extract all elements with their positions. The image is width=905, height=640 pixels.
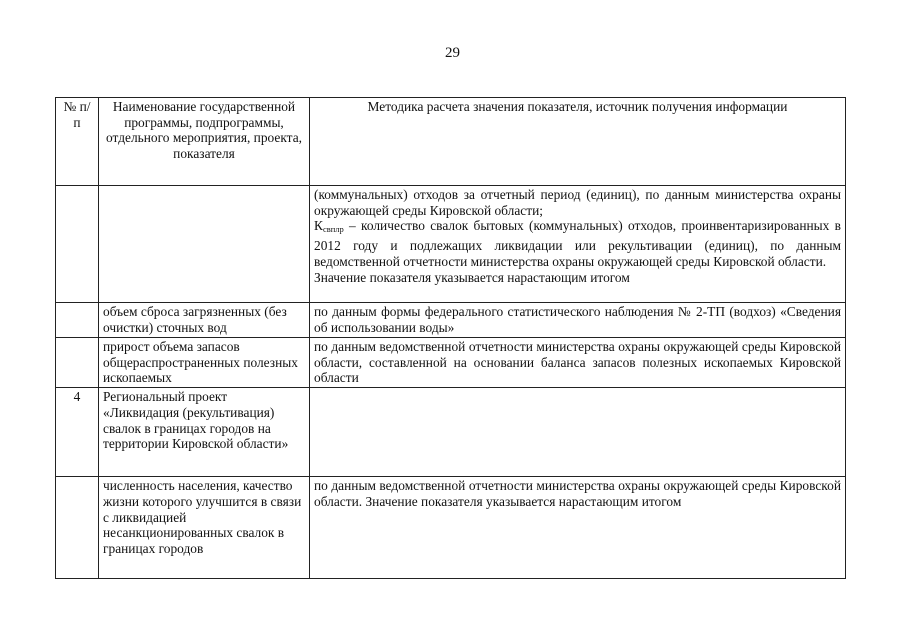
header-name: Наименование государственной программы, подпрограммы, отдельного мероприятия, проекта, показателя [99,98,310,186]
formula-variable: К [314,218,323,234]
indicator-methodology-table [55,97,846,579]
table-header-row [56,98,846,186]
formula-subscript: свплр [322,224,344,235]
method-text: Значение показателя указывается нарастающим итогом [314,269,630,285]
page-number: 29 [445,45,460,61]
row-name: Региональный проект «Ликвидация (рекультивация) свалок в границах городов на территории Кировской области» [99,388,310,477]
row-method: по данным ведомственной отчетности министерства охраны окружающей среды Кировской области, составленной на основании баланса запасов полезных ископаемых Кировской области [310,338,846,388]
row-number [56,186,99,303]
row-number [56,338,99,388]
method-text: (коммунальных) отходов за отчетный период (единиц), по данным министерства охраны окружающей среды Кировской области; [314,187,841,218]
table-row [56,186,846,303]
row-name: численность населения, качество жизни которого улучшится в связи с ликвидацией несанкционированных свалок в границах городов [99,477,310,579]
row-method [310,388,846,477]
row-method: по данным ведомственной отчетности министерства охраны окружающей среды Кировской области. Значение показателя указывается нарастающим итогом [310,477,846,579]
method-text: – количество свалок бытовых (коммунальных) отходов, проинвентаризированных в 2012 году и подлежащих ликвидации или рекультивации (единиц), по данным ведомственной отчетности министерства охраны окружающей среды Кировской области. [314,218,841,269]
table-row [56,388,846,477]
table-row [56,303,846,338]
row-method: по данным формы федерального статистического наблюдения № 2-ТП (водхоз) «Сведения об использовании воды» [310,303,846,338]
row-number [56,303,99,338]
row-name [99,186,310,303]
header-number: № п/п [56,98,99,186]
row-number: 4 [56,388,99,477]
row-method [310,186,846,303]
row-name: объем сброса загрязненных (без очистки) сточных вод [99,303,310,338]
row-number [56,477,99,579]
header-method: Методика расчета значения показателя, источник получения информации [310,98,846,186]
table-row [56,477,846,579]
row-name: прирост объема запасов общераспространенных полезных ископаемых [99,338,310,388]
table-row [56,338,846,388]
